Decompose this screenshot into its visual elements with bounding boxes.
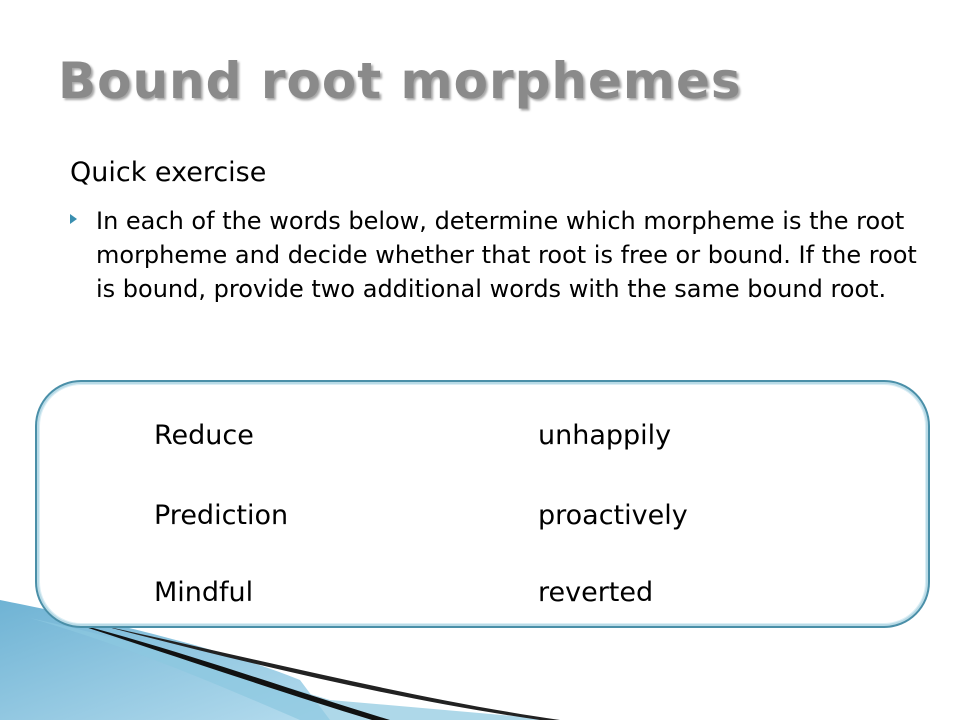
slide-title: Bound root morphemes [58,52,742,110]
instruction-bullet [70,204,930,306]
instruction-text: In each of the words below, determine which morpheme is the root morpheme and decide whether that root is free or bound. If the root is bound, provide two additional words with the same bound root. [96,207,917,303]
triangle-bullet-icon [70,214,77,224]
word-item: proactively [538,500,688,531]
word-item: Prediction [154,500,289,531]
word-item: unhappily [538,420,672,451]
subheading: Quick exercise [70,157,267,188]
word-item: Reduce [154,420,254,451]
word-item: Mindful [154,577,254,608]
word-item: reverted [538,577,654,608]
